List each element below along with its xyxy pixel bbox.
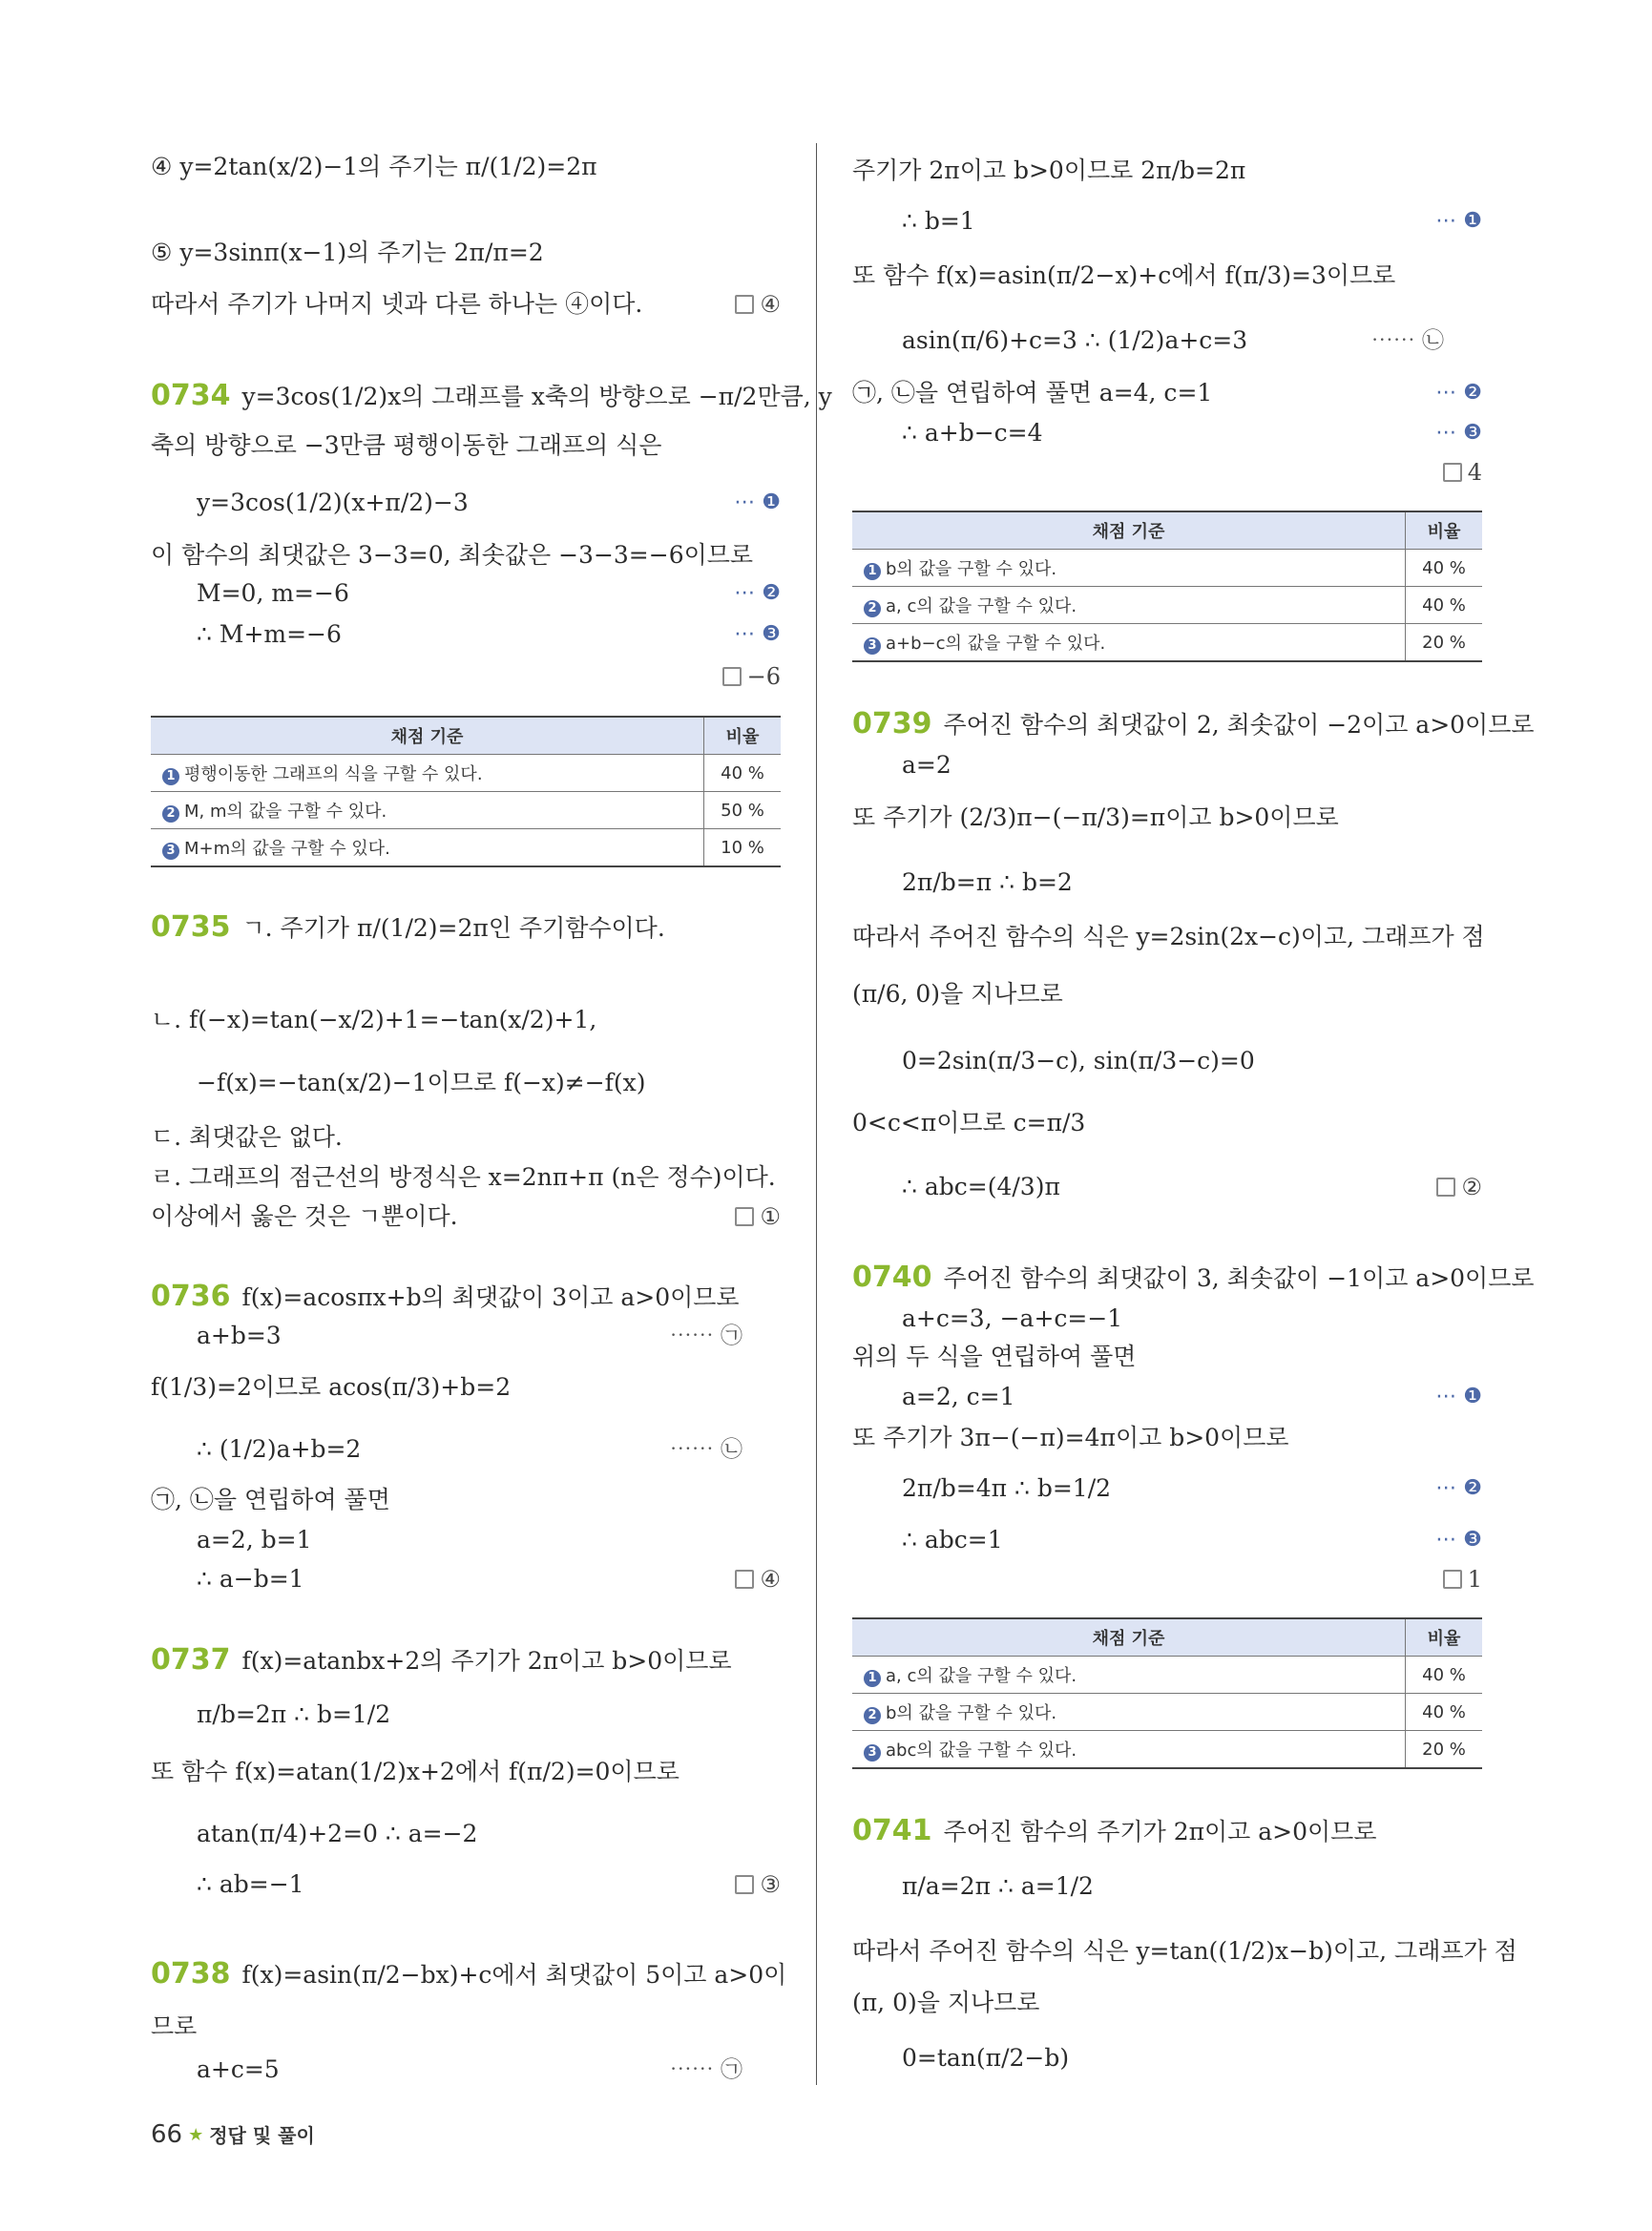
table-row: 1 a, c의 값을 구할 수 있다. 40 % [852, 1657, 1482, 1694]
table-header: 비율 [1406, 511, 1483, 550]
line: 0=2sin(π/3−c), sin(π/3−c)=0 [902, 1047, 1255, 1074]
answer: 1 [1443, 1563, 1482, 1595]
problem-0737: 0737 f(x)=atanbx+2의 주기가 2π이고 b>0이므로 [151, 1643, 732, 1677]
answer-icon [1443, 463, 1462, 482]
line: f(1/3)=2이므로 acos(π/3)+b=2 [151, 1373, 512, 1401]
table-row: 3 abc의 값을 구할 수 있다. 20 % [852, 1731, 1482, 1769]
line: atan(π/4)+2=0 ∴ a=−2 [197, 1820, 478, 1847]
scoring-table [151, 716, 781, 867]
table-header: 비율 [1406, 1618, 1483, 1657]
problem-0738: 0738 f(x)=asin(π/2−bx)+c에서 최댓값이 5이고 a>0이 [151, 1957, 787, 1991]
step-marker: ⋯ ❸ [734, 622, 781, 646]
step-marker: ⋯ ❸ [1435, 421, 1482, 445]
line: −f(x)=−tan(x/2)−1이므로 f(−x)≠−f(x) [197, 1069, 646, 1096]
problem-number: 0734 [151, 379, 231, 412]
line: 주기가 2π이고 b>0이므로 2π/b=2π [852, 156, 1246, 184]
line: 또 주기가 (2/3)π−(−π/3)=π이고 b>0이므로 [852, 803, 1339, 831]
line: ㄴ. f(−x)=tan(−x/2)+1=−tan(x/2)+1, [151, 1006, 597, 1033]
table-row: 2 M, m의 값을 구할 수 있다. 50 % [151, 792, 781, 829]
line: ⑤ y=3sinπ(x−1)의 주기는 2π/π=2 [151, 239, 544, 266]
answer: −6 [722, 660, 781, 693]
line: ∴ a+b−c=4 [902, 419, 1043, 447]
equation-tag: ⋯⋯ ㉠ [669, 2057, 742, 2082]
page-number: 66 [151, 2120, 183, 2149]
step-marker: ⋯ ❶ [734, 490, 781, 514]
scoring-table [852, 511, 1482, 662]
table-row: 3 a+b−c의 값을 구할 수 있다. 20 % [852, 624, 1482, 662]
answer: ③ [735, 1868, 781, 1901]
line: ∴ M+m=−6 [197, 620, 342, 648]
line: 이상에서 옳은 것은 ㄱ뿐이다. [151, 1202, 458, 1230]
line: (π/6, 0)을 지나므로 [852, 980, 1063, 1008]
line: 따라서 주기가 나머지 넷과 다른 하나는 ④이다. [151, 290, 643, 318]
line: 또 함수 f(x)=asin(π/2−x)+c에서 f(π/3)=3이므로 [852, 261, 1396, 289]
line: ㉠, ㉡을 연립하여 풀면 [151, 1486, 390, 1513]
problem-number: 0737 [151, 1643, 231, 1677]
line: 0=tan(π/2−b) [902, 2044, 1070, 2072]
answer-icon [735, 295, 754, 314]
line: a=2, c=1 [902, 1383, 1015, 1410]
table-row: 2 a, c의 값을 구할 수 있다. 40 % [852, 587, 1482, 624]
line: ∴ a−b=1 [197, 1565, 304, 1593]
step-marker: ⋯ ❶ [1435, 209, 1482, 233]
problem-number: 0740 [852, 1261, 932, 1294]
footer-label: 정답 및 풀이 [209, 2124, 315, 2147]
table-row: 1 평행이동한 그래프의 식을 구할 수 있다. 40 % [151, 755, 781, 792]
line: a=2 [902, 751, 951, 779]
line: 2π/b=π ∴ b=2 [902, 868, 1073, 896]
line: 따라서 주어진 함수의 식은 y=2sin(2x−c)이고, 그래프가 점 [852, 923, 1485, 950]
problem-0734: 0734 y=3cos(1/2)x의 그래프를 x축의 방향으로 −π/2만큼, y [151, 379, 832, 412]
answer-icon [735, 1875, 754, 1894]
line: 축의 방향으로 −3만큼 평행이동한 그래프의 식은 [151, 431, 662, 459]
line: ㄹ. 그래프의 점근선의 방정식은 x=2nπ+π (n은 정수)이다. [151, 1163, 776, 1191]
problem-0736: 0736 f(x)=acosπx+b의 최댓값이 3이고 a>0이므로 [151, 1280, 740, 1313]
problem-0739: 0739 주어진 함수의 최댓값이 2, 최솟값이 −2이고 a>0이므로 [852, 707, 1535, 740]
step-marker: ⋯ ❷ [1435, 1476, 1482, 1500]
step-marker: ⋯ ❷ [734, 581, 781, 605]
problem-0735: 0735 ㄱ. 주기가 π/(1/2)=2π인 주기함수이다. [151, 910, 665, 944]
line: a+c=5 [197, 2055, 280, 2083]
problem-number: 0741 [852, 1814, 932, 1847]
table-header: 채점 기준 [852, 1618, 1406, 1657]
table-row: 2 b의 값을 구할 수 있다. 40 % [852, 1694, 1482, 1731]
problem-number: 0736 [151, 1280, 231, 1313]
line: 이 함수의 최댓값은 3−3=0, 최솟값은 −3−3=−6이므로 [151, 541, 754, 569]
answer: ④ [735, 1563, 781, 1595]
line: ㄷ. 최댓값은 없다. [151, 1123, 343, 1151]
table-header: 채점 기준 [852, 511, 1406, 550]
line: ∴ abc=(4/3)π [902, 1173, 1060, 1200]
step-marker: ⋯ ❷ [1435, 381, 1482, 405]
problem-number: 0738 [151, 1957, 231, 1991]
equation-tag: ⋯⋯ ㉡ [669, 1437, 742, 1462]
answer-icon [1443, 1570, 1462, 1589]
problem-number: 0735 [151, 910, 231, 944]
step-marker: ⋯ ❶ [1435, 1385, 1482, 1408]
answer: ① [735, 1200, 781, 1233]
line: 따라서 주어진 함수의 식은 y=tan((1/2)x−b)이고, 그래프가 점 [852, 1937, 1517, 1965]
step-marker: ⋯ ❸ [1435, 1528, 1482, 1552]
line: a+c=3, −a+c=−1 [902, 1304, 1123, 1332]
table-row: 1 b의 값을 구할 수 있다. 40 % [852, 550, 1482, 587]
line: asin(π/6)+c=3 ∴ (1/2)a+c=3 [902, 326, 1248, 354]
line: ∴ ab=−1 [197, 1870, 304, 1898]
line: ∴ abc=1 [902, 1526, 1003, 1553]
line: 0<c<π이므로 c=π/3 [852, 1109, 1086, 1136]
table-header: 채점 기준 [151, 717, 704, 755]
answer-icon [735, 1207, 754, 1226]
line: a+b=3 [197, 1322, 282, 1349]
line: 위의 두 식을 연립하여 풀면 [852, 1343, 1137, 1370]
line: ㉠, ㉡을 연립하여 풀면 a=4, c=1 [852, 379, 1213, 407]
line: a=2, b=1 [197, 1526, 312, 1553]
line: y=3cos(1/2)(x+π/2)−3 [197, 489, 469, 516]
problem-0740: 0740 주어진 함수의 최댓값이 3, 최솟값이 −1이고 a>0이므로 [852, 1261, 1535, 1294]
star-icon: ★ [188, 2125, 204, 2145]
line: π/a=2π ∴ a=1/2 [902, 1872, 1094, 1900]
line: 또 주기가 3π−(−π)=4π이고 b>0이므로 [852, 1424, 1289, 1451]
table-header: 비율 [704, 717, 782, 755]
line: M=0, m=−6 [197, 579, 349, 607]
line: ④ y=2tan(x/2)−1의 주기는 π/(1/2)=2π [151, 153, 597, 180]
equation-tag: ⋯⋯ ㉠ [669, 1324, 742, 1348]
column-divider [816, 143, 817, 2085]
answer: ② [1436, 1171, 1482, 1203]
scoring-table [852, 1617, 1482, 1769]
answer-icon [1436, 1178, 1455, 1197]
page-footer [151, 2120, 315, 2149]
line: 또 함수 f(x)=atan(1/2)x+2에서 f(π/2)=0이므로 [151, 1758, 680, 1785]
answer: 4 [1443, 456, 1482, 489]
answer: ④ [735, 288, 781, 321]
answer-icon [722, 667, 742, 686]
line: 2π/b=4π ∴ b=1/2 [902, 1474, 1112, 1502]
equation-tag: ⋯⋯ ㉡ [1370, 328, 1444, 353]
line: π/b=2π ∴ b=1/2 [197, 1700, 391, 1728]
problem-number: 0739 [852, 707, 932, 740]
table-row: 3 M+m의 값을 구할 수 있다. 10 % [151, 829, 781, 867]
line: (π, 0)을 지나므로 [852, 1989, 1040, 2016]
line: 므로 [151, 2012, 198, 2040]
answer-icon [735, 1570, 754, 1589]
problem-0741: 0741 주어진 함수의 주기가 2π이고 a>0이므로 [852, 1814, 1377, 1847]
line: ∴ (1/2)a+b=2 [197, 1435, 362, 1463]
line: ∴ b=1 [902, 207, 975, 235]
